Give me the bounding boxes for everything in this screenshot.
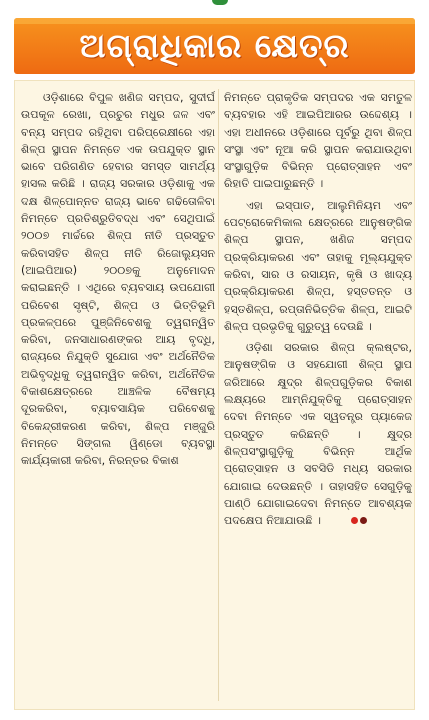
article-body xyxy=(14,80,415,710)
paragraph: ଓଡ଼ିଶାରେ ବିପୁଳ ଖଣିଜ ସମ୍ପଦ, ସୁଦୀର୍ଘ ଉପକୂଳ ରେଖା, ପ୍ରଚୁର ମଧୁର ଜଳ ଏବଂ ବନ୍ୟ ସମ୍ପଦ ରହିଥିବା ପରିପ୍ରେକ୍ଷୀରେ ଏହା ଶିଳ୍ପ ସ୍ଥାପନ ନିମନ୍ତେ ଏକ ଉପଯୁକ୍ତ ସ୍ଥାନ ଭାବେ ପରିଗଣିତ ହେବାର ସମସ୍ତ ସାମର୍ଥ୍ୟ ହାସଲ କରିଛି । ରାଜ୍ୟ ସରକାର ଓଡ଼ିଶାକୁ ଏକ ଦକ୍ଷ ଶିଳ୍ପୋନ୍ନତ ରାଜ୍ୟ ଭାବେ ଗଢିତୋଳିବା ନିମନ୍ତେ ପ୍ରତିଶ୍ରୁତିବଦ୍ଧ ଏବଂ ସେଥିପାଇଁ ୨୦୦୭ ମାର୍ଚ୍ଚରେ ଶିଳ୍ପ ନୀତି ପ୍ରସ୍ତୁତ କରିବାସହିତ ଶିଳ୍ପ ନୀତି ରିଜୋଲ୍ୟୁସନ (ଆଇପିଆର) ୨୦୦୭କୁ ଅନୁମୋଦନ କରାଇଛନ୍ତି । ଏଥିରେ ବ୍ୟବସାୟ ଉପଯୋଗୀ ପରିବେଶ ସୃଷ୍ଟି, ଶିଳ୍ପ ଓ ଭିତ୍ତିଭୂମି ପ୍ରକଳ୍ପରେ ପୁଞ୍ଜିନିବେଶକୁ ତ୍ୱରାନ୍ୱିତ କରିବା, ଜନସାଧାରଣଙ୍କର ଆୟ ବୃଦ୍ଧି, ରାଜ୍ୟରେ ନିଯୁକ୍ତି ସୁଯୋଗ ଏବଂ ଅର୍ଥନୈତିକ ଅଭିବୃଦ୍ଧିକୁ ତ୍ୱରାନ୍ୱିତ କରିବା, ଅର୍ଥନୈତିକ ବିକାଶକ୍ଷେତ୍ରରେ ଆଞ୍ଚଳିକ ବୈଷମ୍ୟ ଦୂରକରିବା, ବ୍ୟାବସାୟିକ ପରିବେଶକୁ ବିକେନ୍ଦ୍ରୀକରଣ କରିବା, ଶିଳ୍ପ ମଞ୍ଜୁରି ନିମନ୍ତେ ସିଙ୍ଗଲ ୱିଣ୍ଡୋ ବ୍ୟବସ୍ଥା କାର୍ଯ୍ୟକାରୀ କରିବା, ନିରନ୍ତର ବିକାଶ xyxy=(21,91,215,468)
header-banner xyxy=(14,18,415,74)
paragraph xyxy=(224,339,412,530)
paragraph: ନିମନ୍ତେ ପ୍ରାକୃତିକ ସମ୍ପଦର ଏକ ସମତୁଳ ବ୍ୟବହାର ଏହି ଆଇପିଆରର ଉଦ୍ଦେଶ୍ୟ । ଏହା ଅଧୀନରେ ଓଡ଼ିଶାରେ ପୂର୍ବରୁ ଥିବା ଶିଳ୍ପ ସଂସ୍ଥା ଏବଂ ନୂଆ କରି ସ୍ଥାପନ କରାଯାଉଥିବା ସଂସ୍ଥାଗୁଡ଼ିକ ବିଭିନ୍ନ ପ୍ରୋତ୍ସାହନ ଏବଂ ରିହାତି ପାଇପାରୁଛନ୍ତି । xyxy=(224,91,412,191)
paragraph: ଏହା ଇସ୍ପାତ, ଆଲୁମିନିୟମ ଏବଂ ପେଟ୍ରୋକେମିକାଲ କ୍ଷେତ୍ରରେ ଆନୁଷଙ୍ଗିକ ଶିଳ୍ପ ସ୍ଥାପନ, ଖଣିଜ ସମ୍ପଦ ପ୍ରକ୍ରିୟାକରଣ ଏବଂ ତାହାକୁ ମୂଲ୍ୟଯୁକ୍ତ କରିବା, ସାର ଓ ରସାୟନ, କୃଷି ଓ ଖାଦ୍ୟ ପ୍ରକ୍ରିୟାକରଣ ଶିଳ୍ପ, ହସ୍ତତନ୍ତ ଓ ହସ୍ତଶିଳ୍ପ, ରପ୍ତାନିଭିତ୍ତିକ ଶିଳ୍ପ, ଆଇଟି ଶିଳ୍ପ ପ୍ରଭୃତିକୁ ଗୁରୁତ୍ୱ ଦେଉଛି । xyxy=(224,198,412,333)
top-green-mark xyxy=(212,0,228,5)
page-title: ଅଗ୍ରାଧିକାର କ୍ଷେତ୍ର xyxy=(79,26,350,65)
end-of-article-marker xyxy=(327,512,367,529)
top-strip xyxy=(0,0,429,6)
end-dot-icon xyxy=(351,517,358,524)
left-column xyxy=(21,89,215,701)
paragraph-text: ଓଡ଼ିଶା ସରକାର ଶିଳ୍ପ କ୍ଲଷ୍ଟର, ଆନୁଷଙ୍ଗିକ ଓ ସହଯୋଗୀ ଶିଳ୍ପ ସ୍ଥାପ ଜରିଆରେ କ୍ଷୁଦ୍ର ଶିଳ୍ପଗୁଡ଼ିକର ବିକାଶ ଲକ୍ଷ୍ୟରେ ଆମ୍ନିଯୁକ୍ତିକୁ ପ୍ରୋତ୍ସାହନ ଦେବା ନିମନ୍ତେ ଏକ ସ୍ୱତନ୍ତ୍ର ପ୍ୟାକେଜ ପ୍ରସ୍ତୁତ କରିଛନ୍ତି । କ୍ଷୁଦ୍ର ଶିଳ୍ପସଂସ୍ଥାଗୁଡ଼ିକୁ ବିଭିନ୍ନ ଆର୍ଥିକ ପ୍ରୋତ୍ସାହନ ଓ ସବସିଡି ମଧ୍ୟ ସରକାର ଯୋଗାଇ ଦେଉଛନ୍ତି । ତାହାସହିତ ସେଗୁଡ଼ିକୁ ପାଣ୍ଠି ଯୋଗାଇଦେବା ନିମନ୍ତେ ଆବଶ୍ୟକ ପଦକ୍ଷେପ ନିଆଯାଉଛି । xyxy=(224,341,412,528)
right-column xyxy=(224,89,412,701)
end-dot-icon xyxy=(360,517,367,524)
column-divider xyxy=(218,89,219,701)
